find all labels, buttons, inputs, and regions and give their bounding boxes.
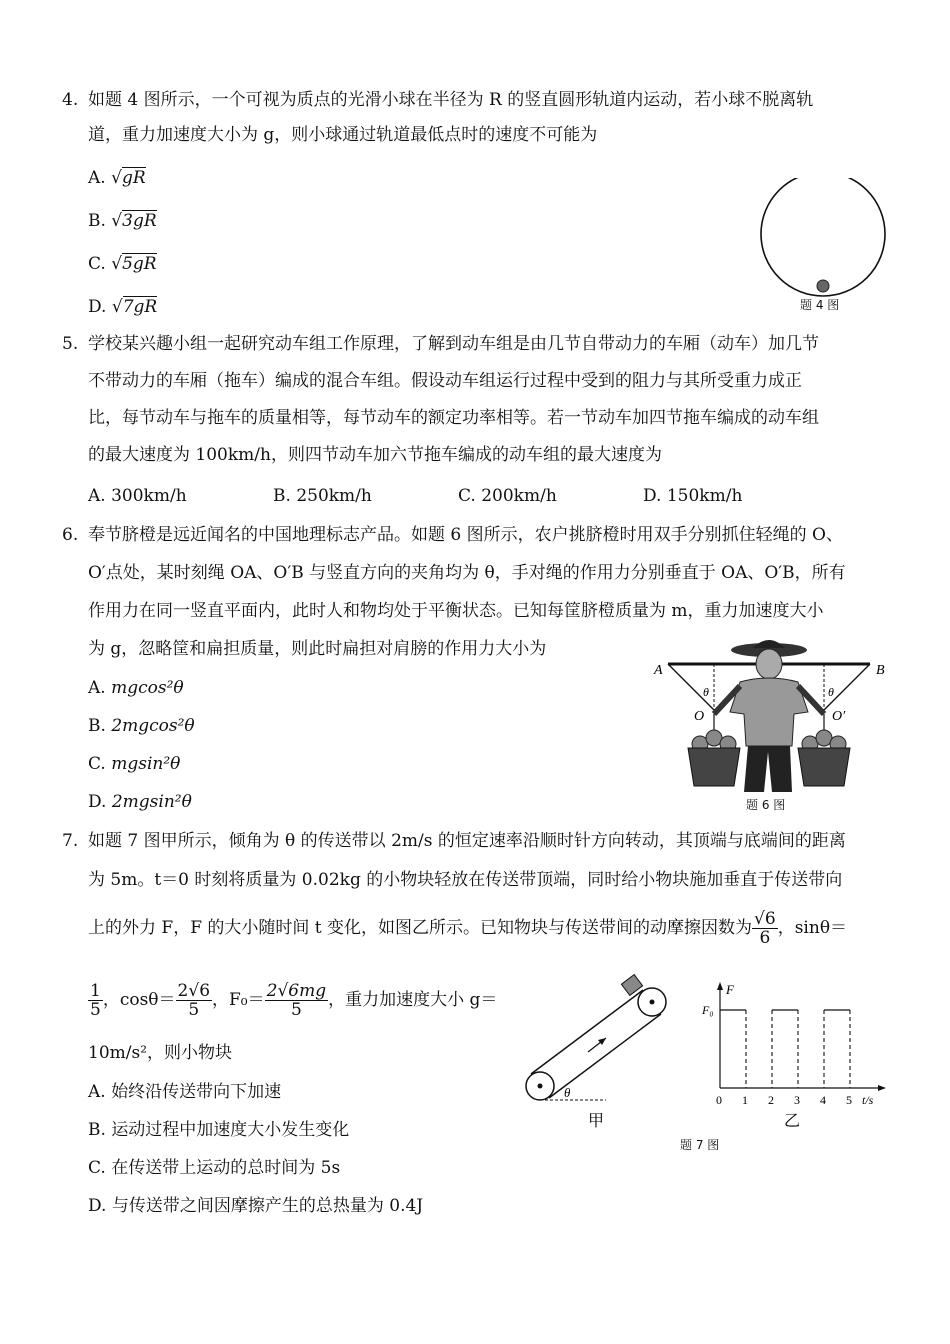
basket-right	[798, 730, 850, 786]
q7-option-d: D. 与传送带之间因摩擦产生的总热量为 0.4J	[88, 1196, 424, 1216]
tick-label-3: 3	[794, 1093, 800, 1107]
q5-option-b: B. 250km/h	[273, 486, 372, 506]
q4-option-b: B. √3gR	[88, 211, 157, 231]
figure-jia-label: 甲	[588, 1113, 605, 1130]
circular-track	[761, 178, 885, 296]
q7-figure-caption: 题 7 图	[680, 1138, 720, 1152]
q5-number: 5.	[62, 334, 79, 354]
tick-label-1: 1	[742, 1093, 748, 1107]
q6-stem-line1: 奉节脐橙是远近闻名的中国地理标志产品。如题 6 图所示，农户挑脐橙时用双手分别抓住轻绳的 O、	[88, 525, 843, 545]
q7-stem-line5: 10m/s²，则小物块	[88, 1043, 233, 1063]
basket-left	[688, 730, 740, 786]
q6-stem-line2: O′点处，某时刻绳 OA、O′B 与竖直方向的夹角均为 θ，手对绳的作用力分别垂直于 OA、O′B，所有	[88, 563, 846, 583]
mu-fraction: $\frac{√6}{6}$	[754, 909, 776, 948]
q6-option-a: A. mgcos²θ	[88, 678, 184, 698]
q6-option-c: C. mgsin²θ	[88, 754, 181, 774]
ball	[817, 280, 829, 292]
q5-stem-line4: 的最大速度为 100km/h，则四节动车加六节拖车编成的动车组的最大速度为	[88, 445, 662, 465]
label-o-prime: O′	[832, 709, 846, 724]
q5-stem-line2: 不带动力的车厢（拖车）编成的混合车组。假设动车组运行过程中受到的阻力与其所受重力成正	[88, 371, 802, 391]
angle-theta-label: θ	[564, 1085, 571, 1100]
farmer-legs	[744, 746, 792, 792]
q6-number: 6.	[62, 525, 79, 545]
q7-number: 7.	[62, 831, 79, 851]
belt-upper	[531, 990, 643, 1074]
f0-fraction: $\frac{2√6mg}{5}$	[266, 981, 327, 1020]
q4-figure-circular-track	[755, 178, 895, 298]
label-b: B	[876, 663, 885, 678]
q5-option-c: C. 200km/h	[458, 486, 557, 506]
cos-fraction: $\frac{2√6}{5}$	[177, 981, 211, 1020]
q6-figure-caption: 题 6 图	[746, 798, 786, 812]
q4-option-c: C. √5gR	[88, 254, 157, 274]
label-theta-left: θ	[703, 685, 709, 699]
q4-stem-line1: 如题 4 图所示，一个可视为质点的光滑小球在半径为 R 的竖直圆形轨道内运动，若小球不脱离轨	[88, 90, 814, 110]
q7-figure-conveyor-belt	[510, 966, 680, 1136]
q6-option-b: B. 2mgcos²θ	[88, 716, 195, 736]
tick-label-0: 0	[716, 1093, 722, 1107]
label-o: O	[694, 709, 705, 724]
f-axis-label: F	[726, 982, 734, 997]
q6-figure-farmer-carrying-oranges	[648, 634, 893, 794]
q7-stem-line2: 为 5m。t＝0 时刻将质量为 0.02kg 的小物块轻放在传送带顶端，同时给小物块施加垂直于传送带向	[88, 870, 843, 890]
q7-stem-line1: 如题 7 图甲所示，倾角为 θ 的传送带以 2m/s 的恒定速率沿顺时针方向转动，其顶端与底端间的距离	[88, 831, 846, 851]
t-axis-label: t/s	[862, 1093, 874, 1107]
tick-label-5: 5	[846, 1093, 852, 1107]
f0-label: F₀	[702, 1003, 714, 1017]
q7-figure-force-time-graph	[700, 980, 890, 1130]
q4-option-a: A. √gR	[88, 168, 146, 188]
q7-stem-line3: 上的外力 F，F 的大小随时间 t 变化，如图乙所示。已知物块与传送带间的动摩擦因数为 $\frac{√6}{6}$ ，sinθ＝	[88, 909, 848, 948]
q4-figure-caption: 题 4 图	[800, 298, 840, 312]
figure-yi-label: 乙	[784, 1113, 801, 1130]
label-theta-right: θ	[828, 685, 834, 699]
q5-stem-line1: 学校某兴趣小组一起研究动车组工作原理，了解到动车组是由几节自带动力的车厢（动车）加几节	[88, 334, 819, 354]
q4-option-d: D. √7gR	[88, 297, 158, 317]
q7-stem-line4: $\frac{1}{5}$ ，cosθ＝ $\frac{2√6}{5}$ ，F₀＝ $\frac{2√6mg}{5}$ ，重力加速度大小 g＝	[90, 981, 498, 1020]
q7-option-b: B. 运动过程中加速度大小发生变化	[88, 1120, 350, 1140]
label-a: A	[654, 663, 663, 678]
q4-number: 4.	[62, 90, 79, 110]
q7-option-c: C. 在传送带上运动的总时间为 5s	[88, 1158, 341, 1178]
q6-stem-line4: 为 g，忽略筐和扁担质量，则此时扁担对肩膀的作用力大小为	[88, 639, 547, 659]
farmer-head	[756, 649, 782, 679]
tick-label-4: 4	[820, 1093, 826, 1107]
q7-option-a: A. 始终沿传送带向下加速	[88, 1082, 282, 1102]
sin-fraction: $\frac{1}{5}$	[90, 981, 101, 1020]
q6-option-d: D. 2mgsin²θ	[88, 792, 192, 812]
q6-stem-line3: 作用力在同一竖直平面内，此时人和物均处于平衡状态。已知每筐脐橙质量为 m，重力加速度大小	[88, 601, 824, 621]
q4-stem-line2: 道，重力加速度大小为 g，则小球通过轨道最低点时的速度不可能为	[88, 125, 598, 145]
tick-label-2: 2	[768, 1093, 774, 1107]
q5-option-d: D. 150km/h	[643, 486, 743, 506]
hat-crown	[753, 640, 785, 648]
q5-option-a: A. 300km/h	[88, 486, 187, 506]
q5-stem-line3: 比，每节动车与拖车的质量相等，每节动车的额定功率相等。若一节动车加四节拖车编成的动车组	[88, 408, 819, 428]
